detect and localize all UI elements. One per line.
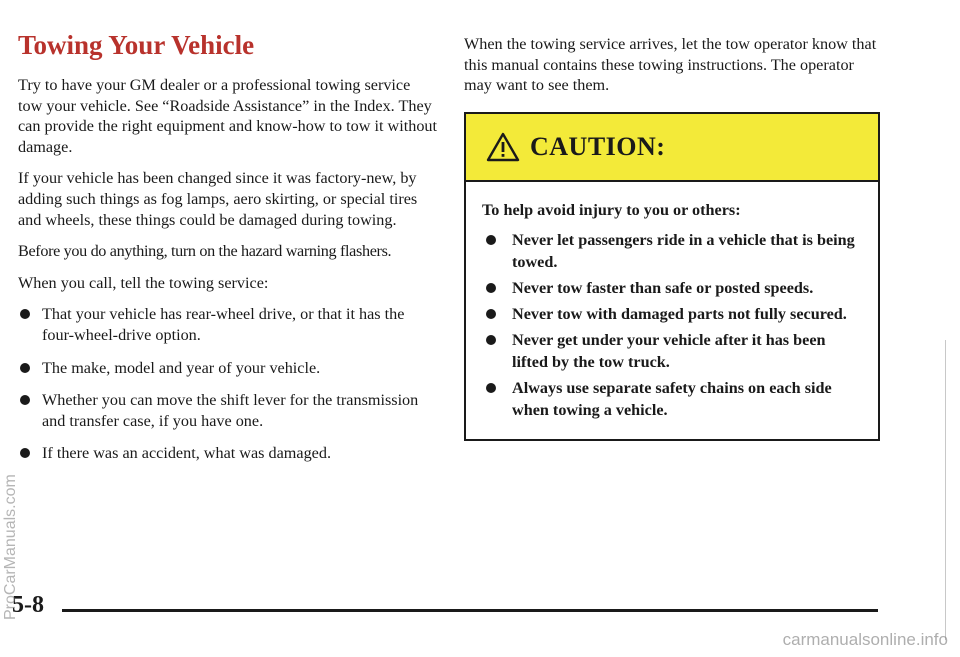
caution-box [464,112,880,442]
bullet-icon [486,383,496,393]
page-number: 5-8 [12,592,44,618]
right-column [464,34,884,441]
list-item: Never tow faster than safe or posted speeds. [482,277,862,299]
list-item: Never get under your vehicle after it has been lifted by the tow truck. [482,329,862,373]
bullet-icon [486,309,496,319]
list-item: Never let passengers ride in a vehicle that is being towed. [482,229,862,273]
caution-header [466,114,878,182]
caution-title: CAUTION: [530,131,666,161]
warning-triangle-icon [486,132,520,162]
caution-list [482,229,862,421]
towing-info-list [18,304,438,464]
bullet-icon [486,335,496,345]
page-edge-divider [945,340,946,640]
list-item: If there was an accident, what was damaged. [18,443,438,464]
bullet-icon [486,235,496,245]
bullet-icon [486,283,496,293]
watermark-vertical: ProCarManuals.com [2,474,19,620]
caution-body [466,182,878,440]
list-item: Never tow with damaged parts not fully secured. [482,303,862,325]
page-title: Towing Your Vehicle [18,30,255,60]
list-item: Always use separate safety chains on each side when towing a vehicle. [482,377,862,421]
list-item: Whether you can move the shift lever for the transmission and transfer case, if you have one. [18,390,438,431]
list-item: That your vehicle has rear-wheel drive, or that it has the four-wheel-drive option. [18,304,438,345]
watermark-bottom: carmanualsonline.info [782,630,948,649]
paragraph-intro: Try to have your GM dealer or a professional towing service tow your vehicle. See “Roadside Assistance” in the Index. They can provide the right equipment and know-how to tow it without damage. [18,76,438,156]
paragraph-hazard: Before you do anything, turn on the hazard warning flashers. [18,242,392,261]
left-column [18,30,438,476]
paragraph-when-you-call: When you call, tell the towing service: [18,273,269,292]
paragraph-modifications: If your vehicle has been changed since it was factory-new, by adding such things as fog lamps, aero skirting, or special tires and wheels, these things could be damaged during towing. [18,169,418,229]
paragraph-operator: When the towing service arrives, let the tow operator know that this manual contains these towing instructions. The operator may want to see them. [464,35,877,95]
caution-lead: To help avoid injury to you or others: [482,200,741,219]
footer-rule [62,609,878,612]
list-item: The make, model and year of your vehicle. [18,358,438,379]
